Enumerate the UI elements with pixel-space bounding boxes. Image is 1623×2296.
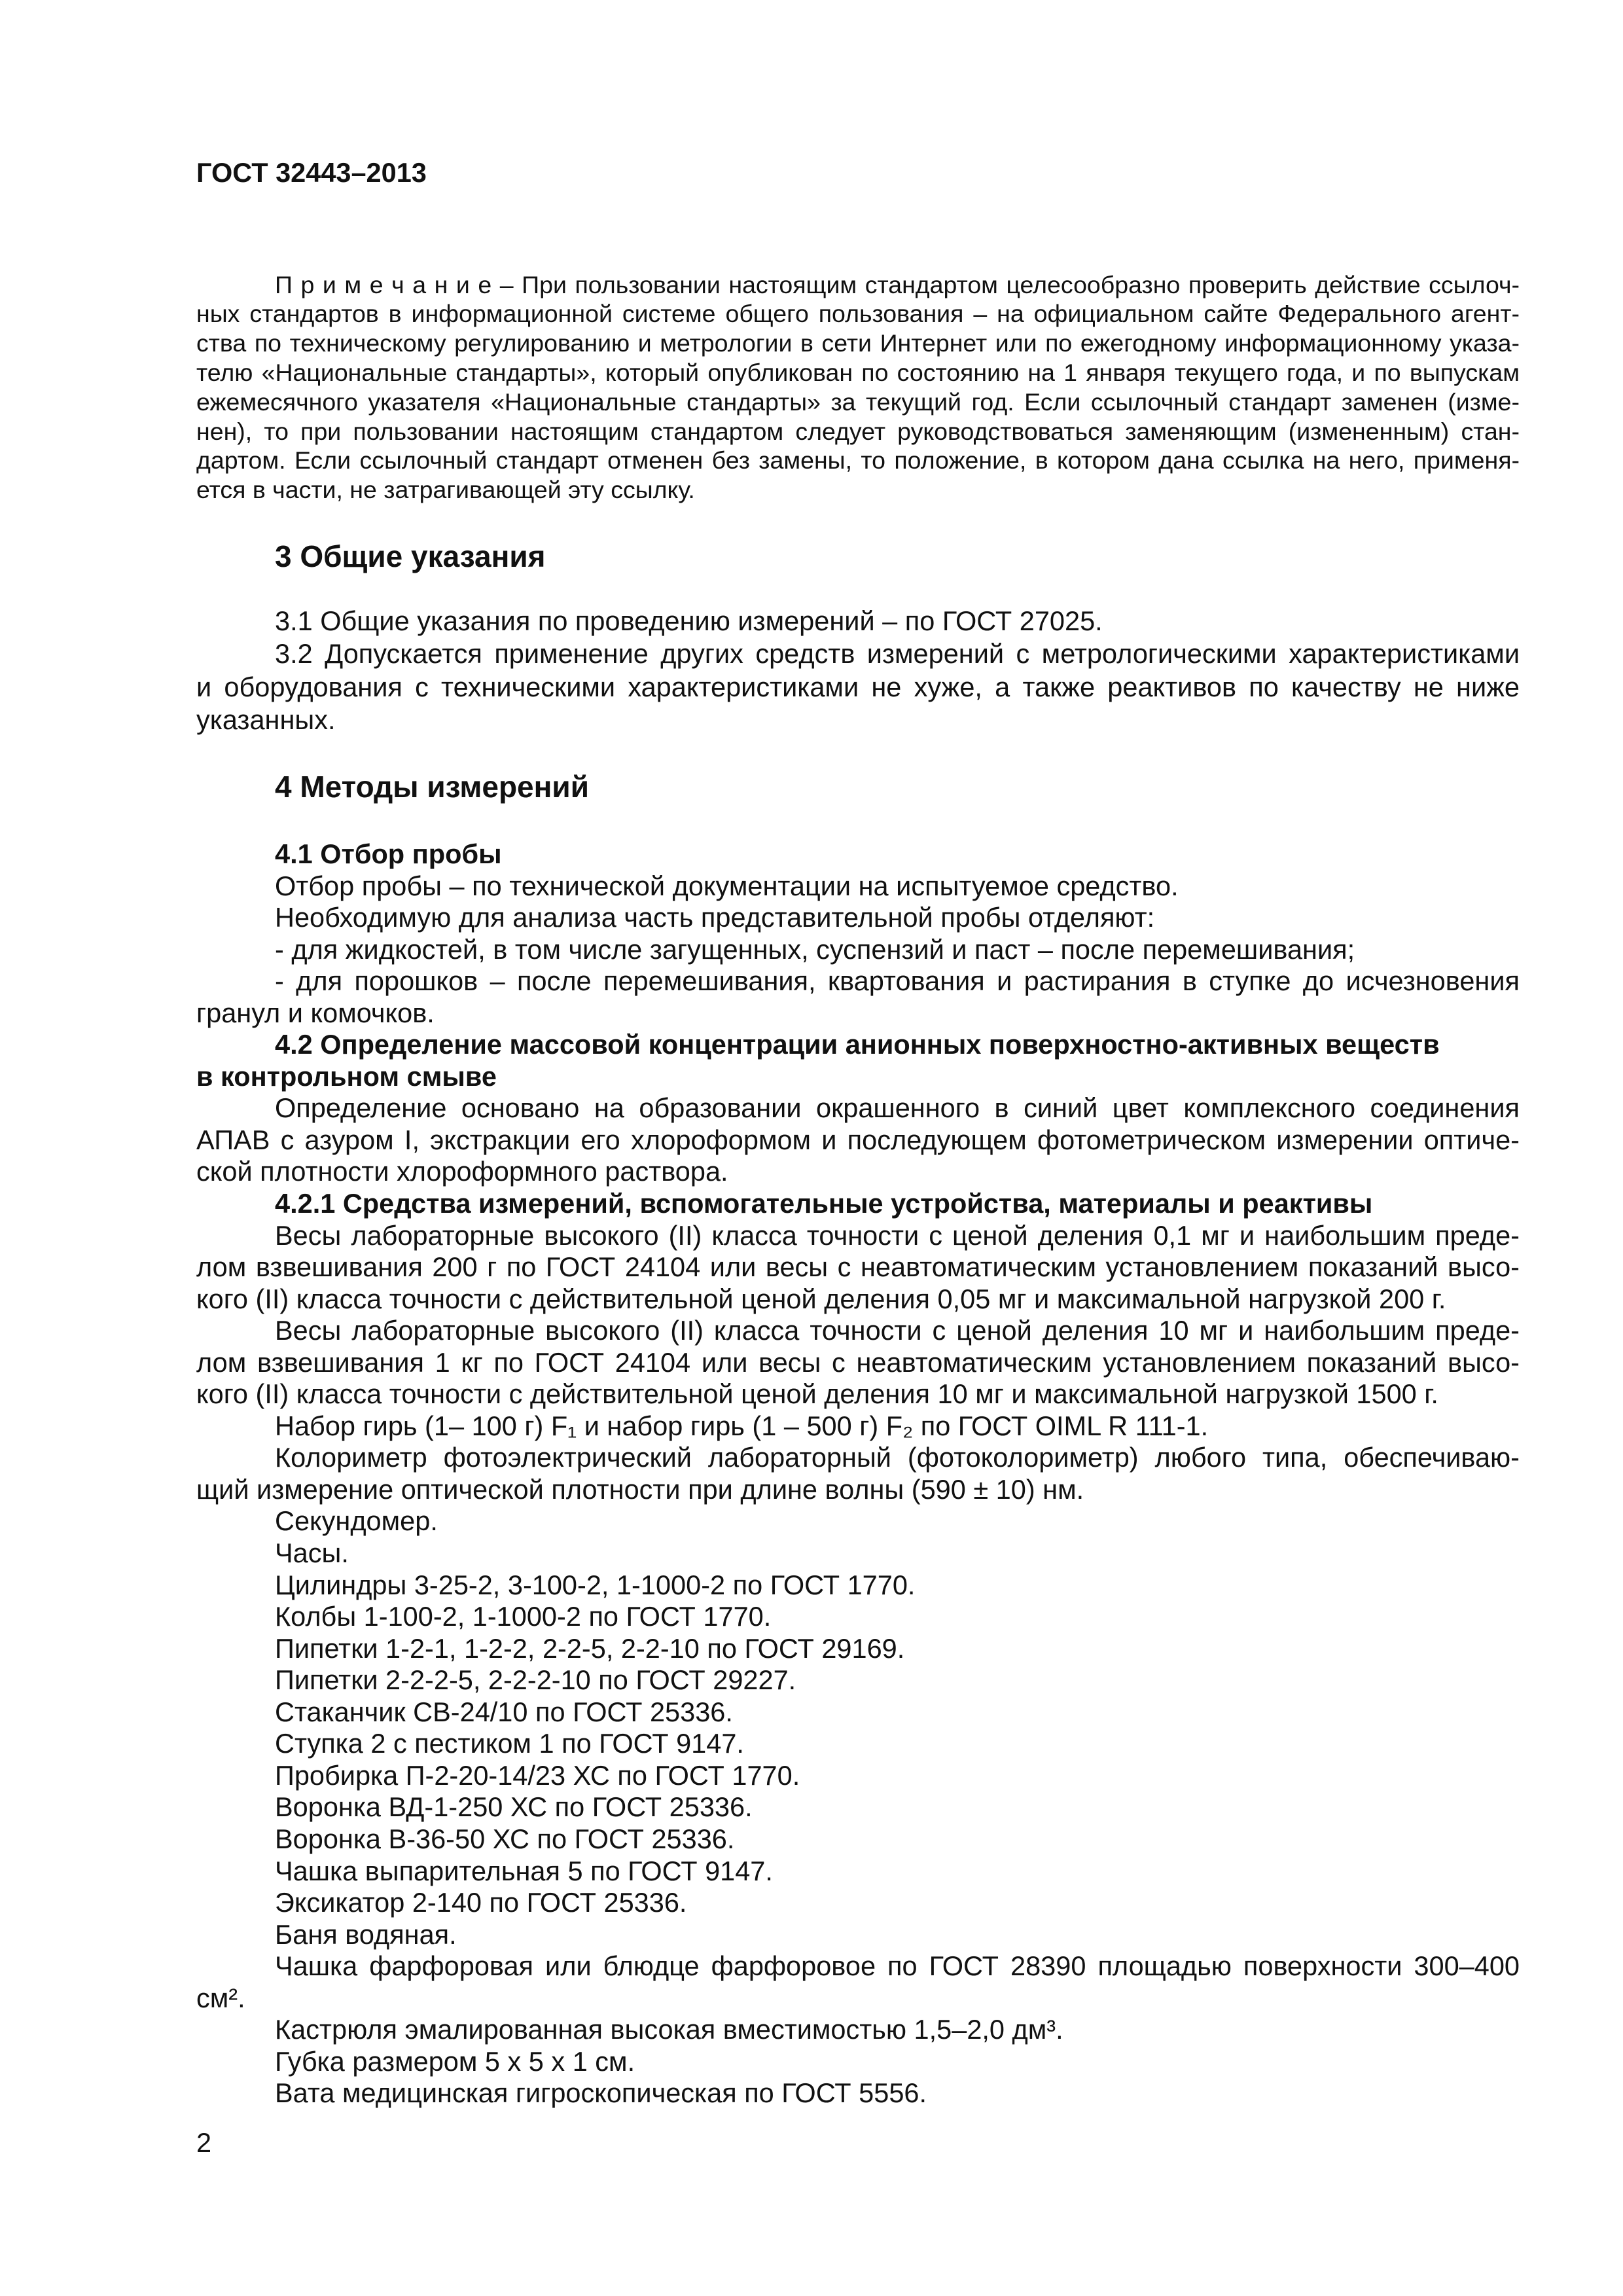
note-line: дартом. Если ссылочный стандарт отменен без замены, то положение, в котором дана ссылка на него, применя- [196,446,1520,475]
list-item: Баня водяная. [275,1918,457,1950]
list-item: Цилиндры 3-25-2, 3-100-2, 1-1000-2 по ГОСТ 1770. [275,1569,916,1600]
list-item: Пробирка П-2-20-14/23 ХС по ГОСТ 1770. [275,1759,800,1791]
list-item: Воронка ВД-1-250 ХС по ГОСТ 25336. [275,1791,753,1823]
body-line: гранул и комочков. [196,997,435,1028]
list-item: Вата медицинская гигроскопическая по ГОСТ 5556. [275,2077,927,2109]
list-item: Кастрюля эмалированная высокая вместимостью 1,5–2,0 дм³. [275,2014,1063,2045]
body-line: Колориметр фотоэлектрический лабораторный (фотоколориметр) любого типа, обеспечиваю- [275,1442,1520,1473]
note-line: П р и м е ч а н и е – При пользовании настоящим стандартом целесообразно проверить действие ссылоч- [275,270,1520,298]
body-line: Весы лабораторные высокого (II) класса точности с ценой деления 10 мг и наибольшим преде- [275,1315,1520,1346]
list-item: Пипетки 2-2-2-5, 2-2-2-10 по ГОСТ 29227. [275,1664,796,1696]
body-line: кого (II) класса точности с действительной ценой деления 0,05 мг и максимальной нагрузкой 200 г. [196,1283,1446,1314]
list-item: Стаканчик СВ-24/10 по ГОСТ 25336. [275,1696,733,1727]
note-line: ных стандартов в информационной системе общего пользования – на официальном сайте Федерального агент- [196,300,1520,328]
body-line: Весы лабораторные высокого (II) класса точности с ценой деления 0,1 мг и наибольшим преде- [275,1219,1520,1251]
list-item: Воронка В-36-50 ХС по ГОСТ 25336. [275,1823,735,1854]
list-item: Губка размером 5 х 5 х 1 см. [275,2045,635,2077]
list-item: Ступка 2 с пестиком 1 по ГОСТ 9147. [275,1728,744,1759]
section-heading: 3 Общие указания [275,539,546,573]
note-line: ства по техническому регулированию и метрологии в сети Интернет или по ежегодному информационному указа- [196,329,1520,357]
note-block [196,270,1520,505]
page-number: 2 [196,2127,212,2158]
body-line: кого (II) класса точности с действительной ценой деления 10 мг и максимальной нагрузкой 1500 г. [196,1378,1438,1410]
body-line: Определение основано на образовании окрашенного в синий цвет комплексного соединения [275,1092,1520,1124]
body-line: Набор гирь (1– 100 г) F₁ и набор гирь (1 – 500 г) F₂ по ГОСТ OIML R 111-1. [275,1410,1209,1441]
list-item: Часы. [275,1537,349,1569]
body-line: 3.2 Допускается применение других средств измерений с метрологическими характеристиками [275,638,1520,670]
list-item: Пипетки 1-2-1, 1-2-2, 2-2-5, 2-2-10 по ГОСТ 29169. [275,1632,905,1664]
body-line: 3.1 Общие указания по проведению измерений – по ГОСТ 27025. [275,605,1103,636]
note-line: ежемесячного указателя «Национальные стандарты» за текущий год. Если ссылочный стандарт заменен (изме- [196,387,1520,416]
body-line: - для жидкостей, в том числе загущенных, суспензий и паст – после перемешивания; [275,933,1355,965]
body-line: лом взвешивания 1 кг по ГОСТ 24104 или весы с неавтоматическим установлением показаний высо- [196,1346,1520,1378]
body-line: АПАВ с азуром I, экстракции его хлороформом и последующем фотометрическом измерении оптиче- [196,1124,1520,1155]
subsection-heading: 4.2 Определение массовой концентрации анионных поверхностно-активных веществ [275,1029,1440,1060]
body-line: Необходимую для анализа часть представительной пробы отделяют: [275,902,1155,933]
subsection-heading: в контрольном смыве [196,1060,497,1092]
list-item: Колбы 1-100-2, 1-1000-2 по ГОСТ 1770. [275,1601,772,1632]
subsection-heading: 4.2.1 Средства измерений, вспомогательные устройства, материалы и реактивы [275,1188,1373,1219]
list-item: Чашка фарфоровая или блюдце фарфоровое по ГОСТ 28390 площадью поверхности 300–400 [275,1950,1520,1982]
body-line: указанных. [196,704,336,735]
document-code: ГОСТ 32443–2013 [196,157,427,188]
body-line: лом взвешивания 200 г по ГОСТ 24104 или весы с неавтоматическим установлением показаний высо- [196,1251,1520,1283]
body-line: ской плотности хлороформного раствора. [196,1156,728,1187]
note-line: нен), то при пользовании настоящим стандартом следует руководствоваться заменяющим (измененным) стан- [196,417,1520,445]
list-item: см². [196,1982,245,2013]
note-line: телю «Национальные стандарты», который опубликован по состоянию на 1 января текущего года, и по выпускам [196,359,1520,387]
section-4-body [196,838,1520,2109]
list-item: Эксикатор 2-140 по ГОСТ 25336. [275,1887,687,1918]
list-item: Чашка выпарительная 5 по ГОСТ 9147. [275,1855,773,1886]
body-line: и оборудования с техническими характеристиками не хуже, а также реактивов по качеству не ниже [196,671,1520,702]
body-line: щий измерение оптической плотности при длине волны (590 ± 10) нм. [196,1473,1084,1505]
body-line: Отбор пробы – по технической документации на испытуемое средство. [275,870,1179,901]
subsection-heading: 4.1 Отбор пробы [275,838,502,869]
list-item: Секундомер. [275,1505,438,1537]
section-heading: 4 Методы измерений [275,769,589,804]
note-line: ется в части, не затрагивающей эту ссылку. [196,476,695,504]
section-3-body [196,605,1520,736]
body-line: - для порошков – после перемешивания, квартования и растирания в ступке до исчезновения [275,965,1520,997]
